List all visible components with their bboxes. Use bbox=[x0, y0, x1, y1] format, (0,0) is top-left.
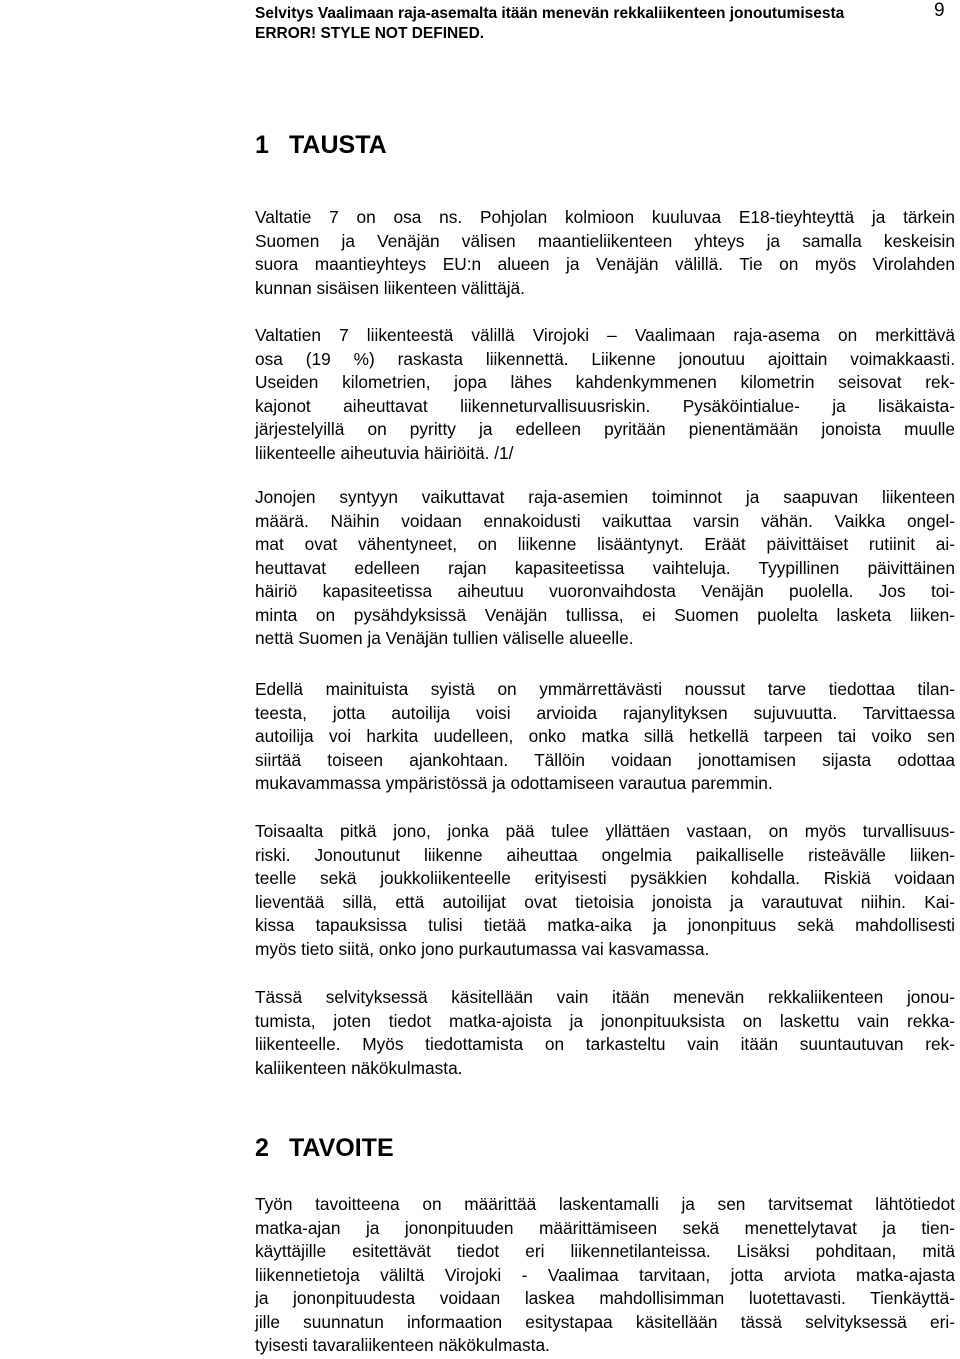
paragraph-line: tumista, joten tiedot matka-ajoista ja jononpituuksista on laskettu vain rekka- bbox=[255, 1010, 955, 1031]
paragraph-line: kaliikenteen näkökulmasta. bbox=[255, 1057, 463, 1078]
paragraph-line: autoilija voi harkita uudelleen, onko matka sillä hetkellä tarpeen tai voiko sen bbox=[255, 726, 955, 746]
section-2-heading bbox=[255, 1133, 394, 1163]
paragraph-line: heuttavat edelleen rajan kapasiteetissa vaihteluja. Tyypillinen päivittäinen bbox=[255, 557, 955, 578]
section-1-paragraph-4 bbox=[255, 678, 955, 796]
section-1-number: 1 bbox=[255, 131, 269, 159]
paragraph-line: nettä Suomen ja Venäjän tullien väliselle alueelle. bbox=[255, 628, 634, 648]
section-1-paragraph-6 bbox=[255, 986, 955, 1080]
section-1-title: TAUSTA bbox=[289, 131, 387, 159]
paragraph-line: Työn tavoitteena on määrittää laskentamalli ja sen tarvitsemat lähtötiedot bbox=[255, 1194, 955, 1214]
paragraph-line: häiriö kapasiteetissa aiheutuu vuoronvaihdosta Venäjän puolella. Jos toi- bbox=[255, 581, 955, 601]
paragraph-line: lieventää sillä, että autoilijat ovat tietoisia jonoista ja varautuvat niihin. Kai- bbox=[255, 891, 955, 912]
page-number: 9 bbox=[934, 0, 945, 21]
paragraph-line: Useiden kilometrien, jopa lähes kahdenkymmenen kilometrin seisovat rek- bbox=[255, 372, 955, 392]
paragraph-line: matka-ajan ja jononpituuden määrittämiseen sekä menettelytavat ja tien- bbox=[255, 1217, 955, 1238]
section-1-paragraph-5 bbox=[255, 820, 955, 961]
paragraph-line: määrä. Näihin voidaan ennakoidusti vaikuttaa varsin vähän. Vaikka ongel- bbox=[255, 510, 955, 531]
paragraph-line: teesta, jotta autoilija voisi arvioida rajanylityksen sujuvuutta. Tarvittaessa bbox=[255, 702, 955, 723]
paragraph-line: myös tieto siitä, onko jono purkautumassa vai kasvamassa. bbox=[255, 938, 710, 959]
paragraph-line: teelle sekä joukkoliikenteelle erityisesti pysäkkien kohdalla. Riskiä voidaan bbox=[255, 868, 955, 888]
section-1-heading bbox=[255, 130, 387, 160]
paragraph-line: Jonojen syntyyn vaikuttavat raja-asemien toiminnot ja saapuvan liikenteen bbox=[255, 487, 955, 507]
paragraph-line: liikenteelle. Myös tiedottamista on tarkasteltu vain itään suuntautuvan rek- bbox=[255, 1034, 955, 1054]
paragraph-line: tyisesti tavaraliikenteen näkökulmasta. bbox=[255, 1335, 550, 1355]
paragraph-line: mat ovat vähentyneet, on liikenne lisääntynyt. Eräät päivittäiset rutiinit ai- bbox=[255, 534, 955, 554]
paragraph-line: mukavammassa ympäristössä ja odottamiseen varautua paremmin. bbox=[255, 773, 773, 793]
paragraph-line: Valtatien 7 liikenteestä välillä Virojoki – Vaalimaan raja-asema on merkittävä bbox=[255, 325, 955, 345]
section-2-number: 2 bbox=[255, 1134, 269, 1162]
header-title: Selvitys Vaalimaan raja-asemalta itään menevän rekkaliikenteen jonoutumisesta bbox=[255, 5, 845, 22]
paragraph-line: suora maantieyhteys EU:n alueen ja Venäjän välillä. Tie on myös Virolahden bbox=[255, 254, 955, 274]
section-2-title: TAVOITE bbox=[289, 1134, 394, 1162]
paragraph-line: kunnan sisäisen liikenteen välittäjä. bbox=[255, 277, 525, 298]
paragraph-line: kissa tapauksissa tulisi tietää matka-aika ja jononpituus sekä mahdollisesti bbox=[255, 915, 955, 935]
paragraph-line: liikennetietoja väliltä Virojoki - Vaalimaa tarvitaan, jotta arviota matka-ajasta bbox=[255, 1264, 955, 1285]
paragraph-line: kajonot aiheuttavat liikenneturvallisuusriskin. Pysäköintialue- ja lisäkaista- bbox=[255, 395, 955, 416]
paragraph-line: Valtatie 7 on osa ns. Pohjolan kolmioon kuuluvaa E18-tieyhteyttä ja tärkein bbox=[255, 207, 955, 227]
paragraph-line: Edellä mainituista syistä on ymmärrettävästi noussut tarve tiedottaa tilan- bbox=[255, 679, 955, 699]
paragraph-line: minta on pysähdyksissä Venäjän tullissa, ei Suomen puolelta lasketa liiken- bbox=[255, 604, 955, 625]
paragraph-line: Suomen ja Venäjän välisen maantieliikenteen yhteys ja samalla keskeisin bbox=[255, 230, 955, 251]
paragraph-line: Toisaalta pitkä jono, jonka pää tulee yllättäen vastaan, on myös turvallisuus- bbox=[255, 821, 955, 841]
paragraph-line: jille suunnatun informaation esitystapaa käsitellään tässä selvityksessä eri- bbox=[255, 1311, 955, 1332]
section-1-paragraph-3 bbox=[255, 486, 955, 651]
paragraph-line: järjestelyillä on pyritty ja edelleen pyritään pienentämään jonoista muulle bbox=[255, 419, 955, 439]
page-header bbox=[255, 4, 955, 44]
header-style-error: ERROR! STYLE NOT DEFINED. bbox=[255, 25, 485, 42]
paragraph-line: osa (19 %) raskasta liikennettä. Liikenne jonoutuu ajoittain voimakkaasti. bbox=[255, 348, 955, 369]
paragraph-line: riski. Jonoutunut liikenne aiheuttaa ongelmia paikalliselle risteävälle liiken- bbox=[255, 844, 955, 865]
paragraph-line: siirtää toiseen ajankohtaan. Tällöin voidaan jonottamisen sijasta odottaa bbox=[255, 749, 955, 770]
section-1-paragraph-2 bbox=[255, 324, 955, 465]
section-1-paragraph-1 bbox=[255, 206, 955, 300]
paragraph-line: ja jononpituudesta voidaan laskea mahdollisimman luotettavasti. Tienkäyttä- bbox=[255, 1288, 955, 1308]
paragraph-line: Tässä selvityksessä käsitellään vain itään menevän rekkaliikenteen jonou- bbox=[255, 987, 955, 1007]
section-2-paragraph-1 bbox=[255, 1193, 955, 1358]
paragraph-line: liikenteelle aiheutuvia häiriöitä. /1/ bbox=[255, 442, 514, 463]
paragraph-line: käyttäjille esitettävät tiedot eri liikennetilanteissa. Lisäksi pohditaan, mitä bbox=[255, 1241, 955, 1261]
